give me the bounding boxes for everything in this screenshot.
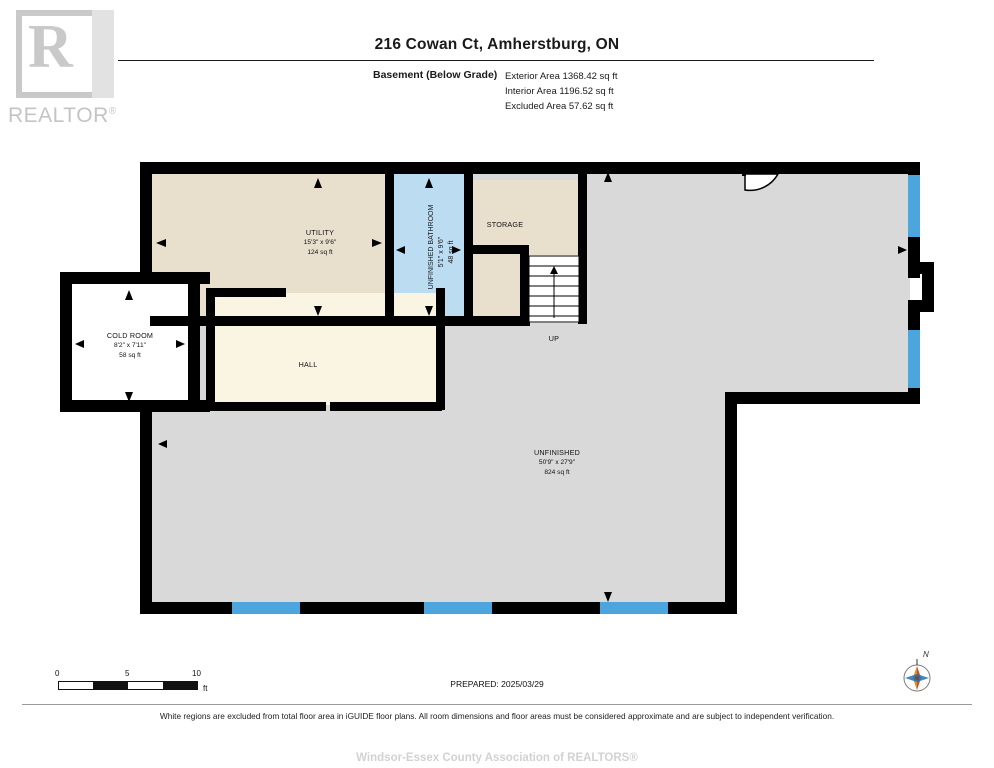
room-area-bathroom: 48 sq ft bbox=[448, 240, 455, 264]
room-label-cold-room bbox=[85, 331, 175, 361]
scale-tick-5: 5 bbox=[125, 669, 130, 678]
prepared-date: PREPARED: 2025/03/29 bbox=[450, 679, 544, 689]
scale-tick-0: 0 bbox=[55, 669, 60, 678]
room-dim-bathroom: 5'1" x 9'6" bbox=[438, 236, 445, 268]
room-name-storage: STORAGE bbox=[486, 220, 524, 229]
room-area-utility: 124 sq ft bbox=[307, 249, 333, 256]
realtor-logo-word: REALTOR bbox=[8, 104, 109, 127]
excluded-area: Excluded Area 57.62 sq ft bbox=[505, 101, 614, 112]
compass-rose bbox=[897, 651, 937, 693]
room-label-utility bbox=[285, 228, 355, 258]
room-name-hall: HALL bbox=[298, 360, 318, 369]
scale-tick-10: 10 bbox=[192, 669, 201, 678]
room-name-cold-room: COLD ROOM bbox=[106, 331, 154, 340]
room-name-unfinished: UNFINISHED bbox=[534, 448, 580, 457]
page-title: 216 Cowan Ct, Amherstburg, ON bbox=[374, 36, 620, 53]
floor-label: Basement (Below Grade) bbox=[373, 69, 498, 81]
interior-area: Interior Area 1196.52 sq ft bbox=[505, 86, 614, 97]
room-dim-utility: 15'3" x 9'6" bbox=[303, 239, 337, 246]
room-dims-bathroom bbox=[437, 197, 457, 307]
watermark-text: Windsor-Essex County Association of REALTORS® bbox=[356, 752, 638, 764]
room-area-unfinished: 824 sq ft bbox=[544, 469, 570, 476]
disclaimer-text: White regions are excluded from total floor area in iGUIDE floor plans. All room dimensions and floor areas must be considered approximate and are subject to independent verification. bbox=[159, 711, 835, 721]
realtor-logo-registered: ® bbox=[108, 106, 117, 117]
room-label-bathroom bbox=[427, 192, 437, 302]
compass-north-label: N bbox=[923, 650, 929, 659]
room-area-cold-room: 58 sq ft bbox=[119, 352, 141, 359]
room-dim-cold-room: 8'2" x 7'11" bbox=[113, 342, 146, 349]
room-name-utility: UTILITY bbox=[305, 228, 335, 237]
room-label-unfinished bbox=[512, 448, 602, 478]
scale-unit: ft bbox=[203, 684, 208, 693]
stair-up-label: UP bbox=[548, 334, 560, 343]
room-label-hall bbox=[285, 360, 331, 370]
room-label-storage bbox=[475, 220, 535, 230]
realtor-logo-letter: R bbox=[28, 13, 73, 81]
stair-direction-label bbox=[538, 334, 570, 344]
footer-divider bbox=[22, 704, 972, 705]
exterior-area: Exterior Area 1368.42 sq ft bbox=[505, 71, 618, 82]
room-name-bathroom: UNFINISHED BATHROOM bbox=[428, 204, 435, 290]
staircase bbox=[529, 256, 579, 322]
hall-fill bbox=[208, 293, 440, 405]
room-dim-unfinished: 50'9" x 27'9" bbox=[538, 459, 576, 466]
